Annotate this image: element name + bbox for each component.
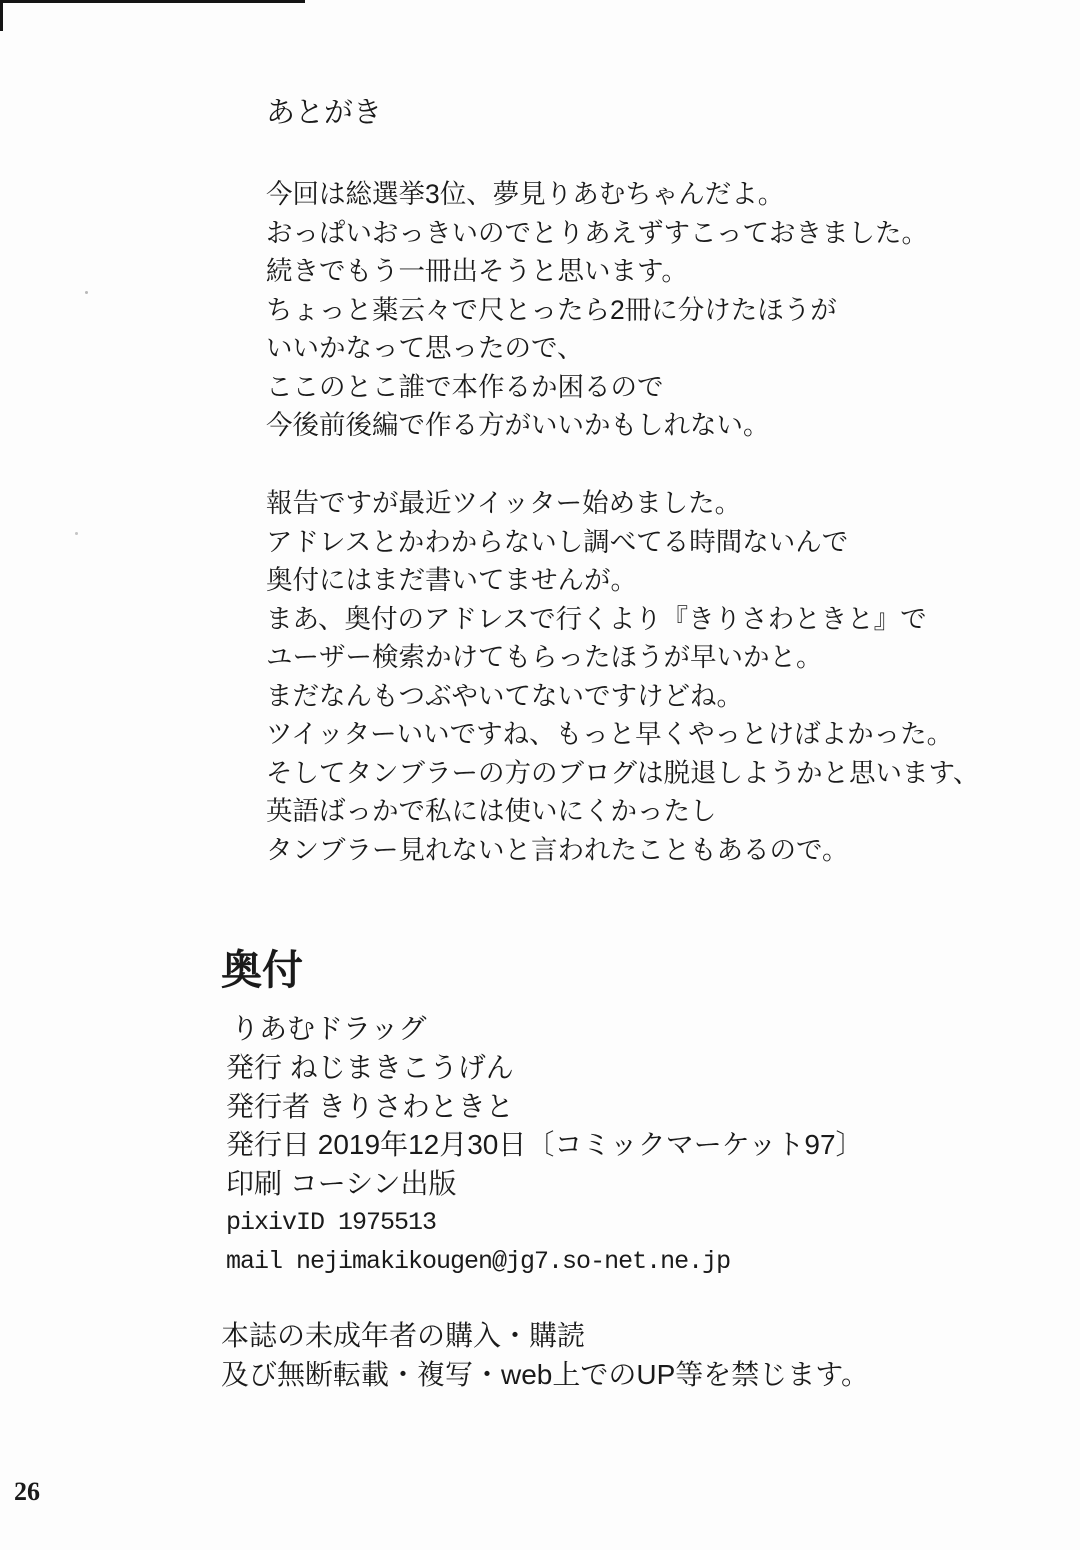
colophon-pixiv-id: pixivID 1975513 (226, 1207, 437, 1237)
colophon-publish-date: 発行日 2019年12月30日〔コミックマーケット97〕 (226, 1129, 864, 1161)
scan-artifact-top-bar (0, 0, 305, 3)
afterword-line: まだなんもつぶやいてないですけどね。 (266, 680, 743, 711)
afterword-line: アドレスとかわからないし調べてる時間ないんで (266, 526, 849, 557)
afterword-line: ちょっと薬云々で尺とったら2冊に分けたほうが (266, 294, 837, 325)
afterword-line: タンブラー見れないと言われたこともあるので。 (266, 834, 849, 865)
afterword-line: そしてタンブラーの方のブログは脱退しようかと思います、 (266, 757, 980, 788)
colophon-book-title: りあむドラッグ (231, 1013, 427, 1044)
afterword-line: いいかなって思ったので、 (266, 333, 584, 363)
legal-notice-line: 及び無断転載・複写・web上でのUP等を禁じます。 (221, 1358, 870, 1390)
colophon-printer: 印刷 コーシン出版 (226, 1168, 457, 1200)
afterword-line: ユーザー検索かけてもらったほうが早いかと。 (266, 642, 823, 672)
afterword-line: 奥付にはまだ書いてませんが。 (266, 565, 637, 595)
scan-artifact-left-mark (0, 0, 3, 31)
afterword-title: あとがき (266, 97, 383, 129)
colophon-title: 奥付 (221, 947, 303, 993)
colophon-publisher: 発行 ねじまきこうげん (226, 1051, 514, 1083)
page-number: 26 (14, 1477, 40, 1506)
colophon-block (226, 1010, 864, 1282)
afterword-line: 今回は総選挙3位、夢見りあむちゃんだよ。 (266, 179, 785, 209)
afterword-line: ここのとこ誰で本作るか困るので (266, 371, 664, 402)
legal-notice-line: 本誌の未成年者の購入・購読 (221, 1320, 586, 1351)
afterword-line: ツイッターいいですね、もっと早くやっとけばよかった。 (266, 719, 954, 749)
afterword-line: 英語ばっかで私には使いにくかったし (266, 796, 717, 826)
afterword-line: おっぱいおっきいのでとりあえずすこっておきました。 (266, 217, 928, 248)
afterword-line: 報告ですが最近ツイッター始めました。 (266, 488, 742, 518)
colophon-author: 発行者 きりさわときと (226, 1090, 514, 1122)
afterword-line: 続きでもう一冊出そうと思います。 (266, 256, 688, 286)
colophon-mail-address: mail nejimakikougen@jg7.so-net.ne.jp (226, 1246, 731, 1276)
scan-speck (85, 291, 88, 294)
afterword-paragraph-2 (266, 484, 979, 869)
legal-notice (221, 1317, 869, 1394)
scan-speck (75, 532, 78, 535)
afterword-paragraph-1 (266, 175, 928, 445)
afterword-line: 今後前後編で作る方がいいかもしれない。 (266, 410, 770, 440)
afterword-line: まあ、奥付のアドレスで行くより『きりさわときと』で (266, 603, 927, 634)
